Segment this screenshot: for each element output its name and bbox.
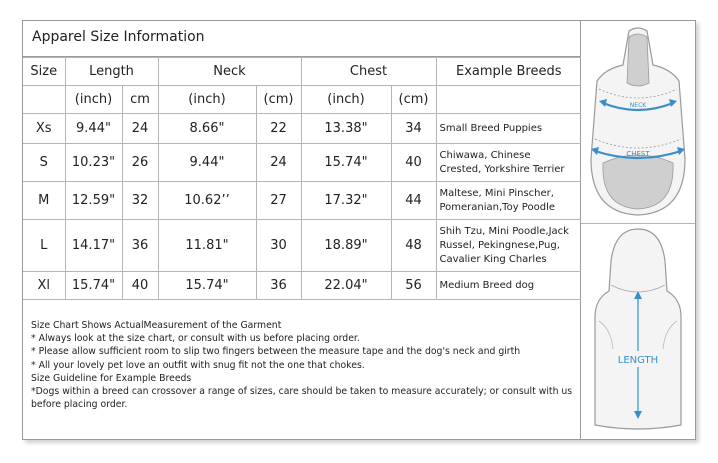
table-row xyxy=(23,272,581,300)
cell-neck-in: 8.66" xyxy=(158,114,256,144)
cell-size: Xs xyxy=(23,114,65,144)
note-line: before placing order. xyxy=(31,399,128,411)
unit-empty xyxy=(23,86,65,114)
cell-chest-in: 15.74" xyxy=(301,144,391,182)
note-line: Size Guideline for Example Breeds xyxy=(31,372,192,384)
units-row xyxy=(23,86,581,114)
cell-breeds xyxy=(436,114,581,144)
dog-coat-back-view xyxy=(581,225,695,437)
cell-chest-cm: 44 xyxy=(391,182,436,220)
breed-line: Chiwawa, Chinese xyxy=(439,149,531,161)
cell-size: L xyxy=(23,220,65,272)
table-row xyxy=(23,144,581,182)
unit-chest-cm: (cm) xyxy=(391,86,436,114)
table-row xyxy=(23,182,581,220)
note-line: Size Chart Shows ActualMeasurement of the Garment xyxy=(31,320,282,331)
size-table xyxy=(23,57,581,300)
cell-length-cm: 24 xyxy=(122,114,158,144)
cell-chest-in: 13.38" xyxy=(301,114,391,144)
cell-breeds xyxy=(436,182,581,220)
breed-line: Shih Tzu, Mini Poodle,Jack xyxy=(439,225,569,237)
chest-label: CHEST xyxy=(626,150,650,158)
neck-label: NECK xyxy=(629,102,647,109)
breed-line: Pomeranian,Toy Poodle xyxy=(439,201,555,213)
header-length: Length xyxy=(65,58,158,86)
cell-neck-cm: 27 xyxy=(256,182,301,220)
table-row xyxy=(23,220,581,272)
cell-length-in: 14.17" xyxy=(65,220,122,272)
cell-chest-cm: 40 xyxy=(391,144,436,182)
cell-chest-in: 17.32" xyxy=(301,182,391,220)
cell-length-cm: 36 xyxy=(122,220,158,272)
table-row xyxy=(23,114,581,144)
cell-neck-cm: 22 xyxy=(256,114,301,144)
size-notes xyxy=(31,319,576,411)
cell-length-cm: 32 xyxy=(122,182,158,220)
unit-neck-cm: (cm) xyxy=(256,86,301,114)
cell-length-in: 12.59" xyxy=(65,182,122,220)
measurement-diagram xyxy=(581,21,695,439)
chart-title: Apparel Size Information xyxy=(23,21,581,57)
cell-neck-cm: 24 xyxy=(256,144,301,182)
header-neck: Neck xyxy=(158,58,301,86)
cell-size: Xl xyxy=(23,272,65,300)
unit-neck-inch: (inch) xyxy=(158,86,256,114)
note-line: * Always look at the size chart, or consult with us before placing order. xyxy=(31,333,360,345)
cell-length-in: 10.23" xyxy=(65,144,122,182)
unit-length-inch: (inch) xyxy=(65,86,122,114)
size-chart-panel xyxy=(22,20,696,440)
diagram-divider xyxy=(581,223,695,224)
cell-neck-in: 11.81" xyxy=(158,220,256,272)
cell-chest-in: 18.89" xyxy=(301,220,391,272)
size-table-section xyxy=(23,21,581,439)
cell-length-cm: 40 xyxy=(122,272,158,300)
unit-chest-inch: (inch) xyxy=(301,86,391,114)
note-line: *Dogs within a breed can crossover a range of sizes, care should be taken to measure accurately; or consult with us xyxy=(31,386,573,398)
cell-neck-cm: 36 xyxy=(256,272,301,300)
cell-size: M xyxy=(23,182,65,220)
cell-length-in: 9.44" xyxy=(65,114,122,144)
breed-line: Cavalier King Charles xyxy=(439,253,547,265)
cell-length-cm: 26 xyxy=(122,144,158,182)
cell-chest-cm: 48 xyxy=(391,220,436,272)
cell-neck-in: 15.74" xyxy=(158,272,256,300)
note-line: * Please allow sufficient room to slip two fingers between the measure tape and the dog's neck and girth xyxy=(31,346,521,358)
unit-breeds-empty xyxy=(436,86,581,114)
note-line: * All your lovely pet love an outfit with snug fit not the one that chokes. xyxy=(31,359,365,371)
cell-breeds xyxy=(436,220,581,272)
breed-line: Small Breed Puppies xyxy=(439,122,543,134)
header-size: Size xyxy=(23,58,65,86)
header-row xyxy=(23,58,581,86)
breed-line: Medium Breed dog xyxy=(439,279,535,291)
cell-neck-in: 10.62’’ xyxy=(158,182,256,220)
cell-size: S xyxy=(23,144,65,182)
cell-neck-cm: 30 xyxy=(256,220,301,272)
cell-chest-cm: 34 xyxy=(391,114,436,144)
cell-chest-cm: 56 xyxy=(391,272,436,300)
cell-neck-in: 9.44" xyxy=(158,144,256,182)
breed-line: Maltese, Mini Pinscher, xyxy=(439,187,554,199)
cell-breeds xyxy=(436,272,581,300)
breed-line: Russel, Pekingnese,Pug, xyxy=(439,239,560,251)
cell-breeds xyxy=(436,144,581,182)
dog-coat-top-view xyxy=(581,23,695,223)
header-chest: Chest xyxy=(301,58,436,86)
breed-line: Crested, Yorkshire Terrier xyxy=(439,163,565,175)
cell-length-in: 15.74" xyxy=(65,272,122,300)
length-label: LENGTH xyxy=(617,355,659,366)
unit-length-cm: cm xyxy=(122,86,158,114)
cell-chest-in: 22.04" xyxy=(301,272,391,300)
header-breeds: Example Breeds xyxy=(436,58,581,86)
